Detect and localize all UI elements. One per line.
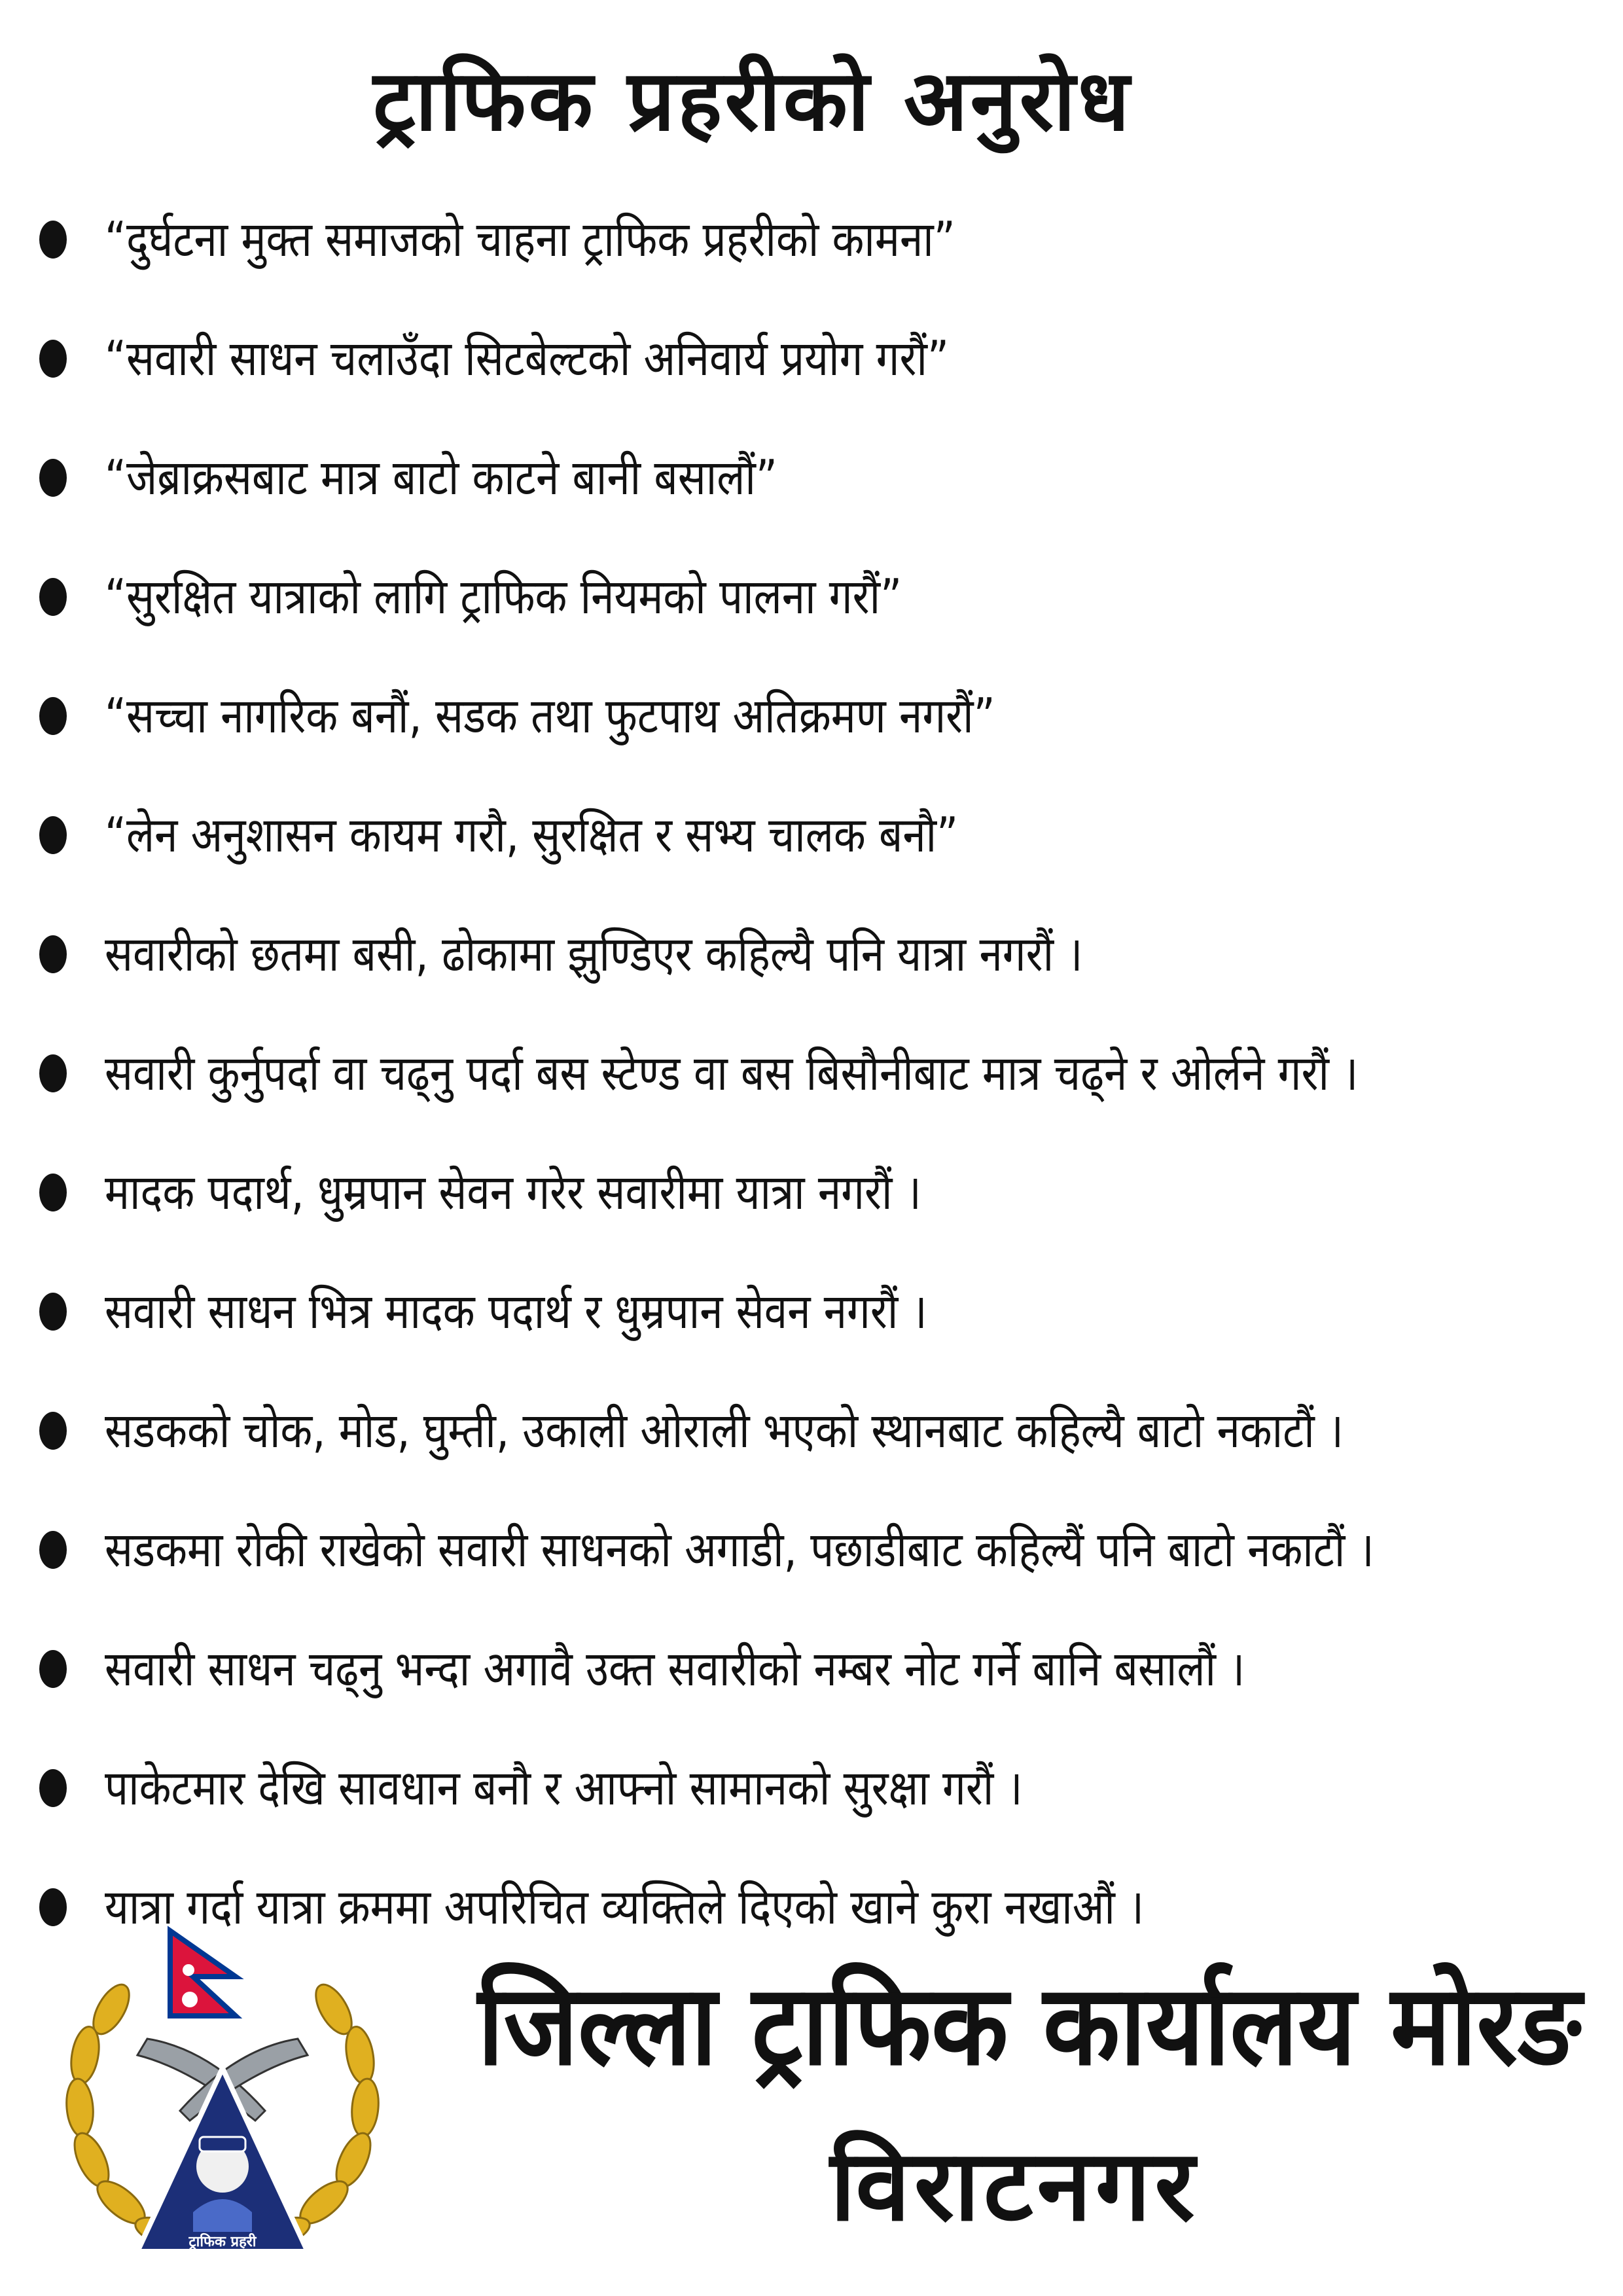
office-city: विराटनगर [830, 2129, 1199, 2243]
list-item-text: “सुरक्षित यात्राको लागि ट्राफिक नियमको पालना गरौं” [105, 569, 902, 625]
bullet-icon [39, 697, 67, 735]
list-item-text: यात्रा गर्दा यात्रा क्रममा अपरिचित व्यक्तिले दिएको खाने कुरा नखाऔं । [105, 1879, 1145, 1935]
list-item [39, 1490, 1610, 1609]
list-item-text: “सवारी साधन चलाउँदा सिटबेल्टको अनिवार्य प्रयोग गरौं” [105, 331, 949, 387]
list-item [39, 1252, 1610, 1371]
list-item [39, 1014, 1610, 1133]
bullet-icon [39, 221, 67, 259]
list-item-text: सवारीको छतमा बसी, ढोकामा झुण्डिएर कहिल्यै पनि यात्रा नगरौं । [105, 926, 1083, 982]
police-triangle-badge [137, 2068, 308, 2251]
list-item-text: सडकको चोक, मोड, घुम्ती, उकाली ओराली भएको स्थानबाट कहिल्यै बाटो नकाटौं । [105, 1403, 1344, 1459]
bullet-icon [39, 578, 67, 616]
list-item [39, 537, 1610, 656]
bullet-icon [39, 1412, 67, 1450]
traffic-police-emblem [39, 1905, 406, 2271]
list-item-text: सवारी साधन भित्र मादक पदार्थ र धुम्रपान सेवन नगरौं । [105, 1283, 927, 1340]
bullet-icon [39, 459, 67, 497]
list-item [39, 656, 1610, 776]
list-item [39, 180, 1610, 299]
list-item-text: “दुर्घटना मुक्त समाजको चाहना ट्राफिक प्रहरीको कामना” [105, 211, 955, 268]
list-item [39, 1609, 1610, 1729]
list-item-text: “लेन अनुशासन कायम गरौ, सुरक्षित र सभ्य चालक बनौ” [105, 807, 959, 863]
bullet-icon [39, 816, 67, 854]
list-item-text: सवारी साधन चढ्नु भन्दा अगावै उक्त सवारीको नम्बर नोट गर्ने बानि बसालौं । [105, 1641, 1245, 1697]
bullet-icon [39, 1054, 67, 1092]
poster-title: ट्राफिक प्रहरीको अनुरोध [373, 52, 1132, 150]
list-item-text: पाकेटमार देखि सावधान बनौ र आफ्नो सामानको सुरक्षा गरौं । [105, 1760, 1023, 1816]
bullet-icon [39, 1769, 67, 1807]
list-item [39, 895, 1610, 1014]
list-item-text: “सच्चा नागरिक बनौं, सडक तथा फुटपाथ अतिक्रमण नगरौं” [105, 688, 995, 744]
emblem-label: ट्राफिक प्रहरी [188, 2234, 257, 2250]
bullet-icon [39, 1650, 67, 1688]
list-item-text: सडकमा रोकी राखेको सवारी साधनको अगाडी, पछाडीबाट कहिल्यैं पनि बाटो नकाटौं । [105, 1522, 1374, 1578]
nepal-flag-icon [170, 1931, 236, 2016]
list-item [39, 1133, 1610, 1252]
list-item-text: सवारी कुर्नुपर्दा वा चढ्नु पर्दा बस स्टेण्ड वा बस बिसौनीबाट मात्र चढ्ने र ओर्लने गरौं । [105, 1045, 1359, 1102]
request-list [39, 180, 1610, 1967]
bullet-icon [39, 1174, 67, 1211]
list-item [39, 299, 1610, 418]
list-item [39, 776, 1610, 895]
list-item-text: “जेब्राक्रसबाट मात्र बाटो काटने बानी बसालौं” [105, 450, 777, 506]
list-item [39, 418, 1610, 537]
office-name: जिल्ला ट्राफिक कार्यालय मोरङ [478, 1961, 1582, 2090]
list-item [39, 1729, 1610, 1848]
list-item [39, 1371, 1610, 1490]
bullet-icon [39, 1531, 67, 1569]
bullet-icon [39, 935, 67, 973]
bullet-icon [39, 1293, 67, 1331]
list-item-text: मादक पदार्थ, धुम्रपान सेवन गरेर सवारीमा यात्रा नगरौं । [105, 1164, 921, 1221]
bullet-icon [39, 340, 67, 378]
